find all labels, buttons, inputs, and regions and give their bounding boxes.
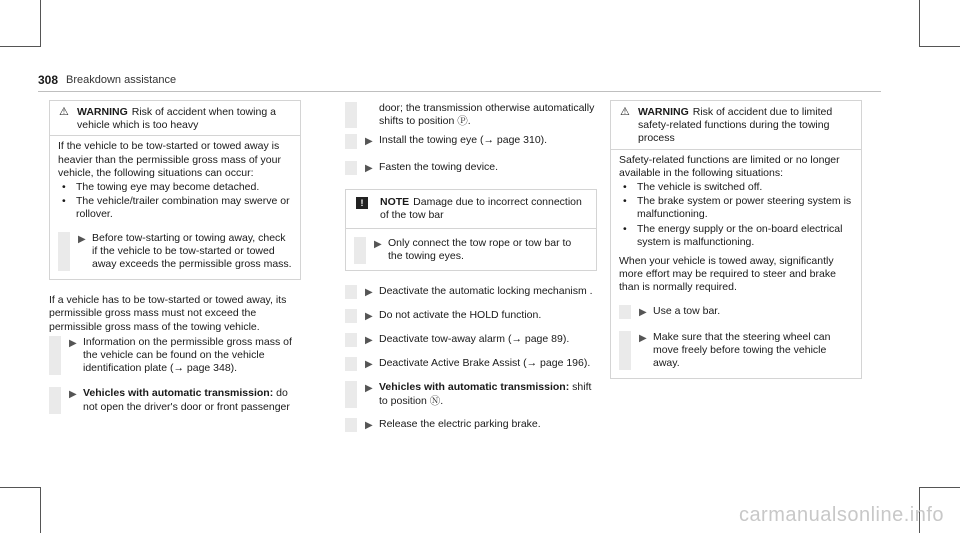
instruction-step [345, 333, 597, 347]
step-bar [345, 309, 357, 323]
step-arrow-icon: ▶ [78, 233, 86, 245]
instruction-step [619, 305, 853, 319]
step-text [83, 387, 301, 413]
note-body [346, 229, 596, 269]
warning-box-limited-safety [610, 100, 862, 379]
step-text: Deactivate tow-away alarm (→ page 89). [379, 333, 570, 346]
instruction-step [345, 309, 597, 323]
bullet-icon: • [62, 181, 66, 194]
instruction-step [345, 134, 597, 148]
list-item [619, 223, 853, 249]
warning-header [611, 101, 861, 149]
note-box [345, 189, 597, 271]
bullet-text: The brake system or power steering system is malfunctioning. [637, 195, 852, 221]
bullet-text: The towing eye may become detached. [76, 181, 260, 194]
step-arrow-icon: ▶ [365, 383, 373, 395]
step-body: shift to position Ⓝ. [379, 381, 592, 407]
step-bar [345, 102, 357, 128]
step-text: Before tow-starting or towing away, check if the vehicle to be tow-started or towed away exceeds the permissible gross mass. [92, 231, 292, 271]
warning-paragraph: When your vehicle is towed away, significantly more effort may be required to steer and brake than is normally required. [619, 255, 836, 294]
warning-body [50, 135, 300, 279]
step-bar [49, 387, 61, 413]
column-left [49, 100, 301, 414]
step-bar [345, 285, 357, 299]
step-arrow-icon: ▶ [639, 332, 647, 344]
note-header [346, 190, 596, 229]
step-arrow-icon: ▶ [365, 286, 373, 298]
instruction-step [619, 331, 853, 371]
header-divider [38, 91, 881, 92]
warning-box-towing-heavy [49, 100, 301, 280]
note-heading [380, 196, 588, 222]
body-paragraph: If a vehicle has to be tow-started or towed away, its permissible gross mass must not exceed the permissible gross mass of the towing vehicle. [49, 294, 287, 333]
instruction-step [49, 336, 301, 376]
step-arrow-icon: ▶ [374, 239, 382, 251]
bullet-text: The energy supply or the on-board electrical system is malfunctioning. [637, 222, 843, 248]
note-label: NOTE [380, 195, 410, 208]
list-item [58, 195, 292, 221]
crop-mark [919, 0, 920, 47]
step-arrow-icon: ▶ [365, 359, 373, 371]
list-item [58, 181, 292, 194]
step-bar [58, 232, 70, 272]
column-middle [345, 100, 597, 432]
warning-triangle-icon: ⚠ [620, 106, 630, 118]
step-text: Only connect the tow rope or tow bar to the towing eyes. [388, 237, 572, 263]
bullet-icon: • [623, 222, 627, 235]
step-body: Information on the permissible gross mass of the vehicle can be found on the vehicle identification plate (→ page 348). [83, 335, 292, 375]
note-title: Damage due to incorrect connection of the tow bar [380, 195, 582, 222]
warning-heading [77, 106, 292, 132]
crop-mark [40, 487, 41, 533]
list-item [619, 195, 853, 221]
step-arrow-icon: ▶ [365, 419, 373, 431]
section-title: Breakdown assistance [66, 74, 177, 86]
step-arrow-icon: ▶ [365, 310, 373, 322]
step-bar [619, 331, 631, 371]
page-number: 308 [38, 73, 59, 87]
bullet-text: The vehicle is switched off. [637, 181, 763, 194]
step-text: Make sure that the steering wheel can move freely before towing the vehicle away. [653, 330, 831, 370]
step-text: Fasten the towing device. [379, 160, 499, 173]
crop-mark [40, 0, 41, 47]
instruction-step [354, 237, 588, 263]
warning-title: Risk of accident when towing a vehicle which is too heavy [77, 106, 276, 132]
step-text: Install the towing eye (→ page 310). [379, 134, 548, 147]
warning-label: WARNING [638, 106, 689, 118]
step-arrow-icon: ▶ [365, 335, 373, 347]
crop-mark [0, 46, 41, 47]
instruction-step [345, 381, 597, 407]
step-bar [345, 161, 357, 175]
instruction-step [58, 232, 292, 272]
warning-header [50, 101, 300, 135]
instruction-step [345, 161, 597, 175]
step-text: Deactivate the automatic locking mechanism . [379, 284, 593, 297]
step-text [379, 381, 597, 407]
instruction-step [49, 387, 301, 413]
warning-label: WARNING [77, 106, 128, 118]
step-text: Release the electric parking brake. [379, 417, 541, 430]
step-text [83, 336, 301, 376]
warning-body [611, 149, 861, 379]
bullet-icon: • [623, 195, 627, 208]
warning-heading [638, 106, 853, 146]
instruction-step [345, 285, 597, 299]
instruction-step [345, 418, 597, 432]
crop-mark [919, 487, 960, 488]
step-bar [619, 305, 631, 319]
note-exclamation-icon: ! [356, 197, 368, 209]
instruction-step [345, 357, 597, 371]
column-right [610, 100, 862, 379]
step-text: door; the transmission otherwise automatically shifts to position Ⓟ. [379, 102, 595, 128]
warning-intro: If the vehicle to be tow-started or towed away is heavier than the permissible gross mass of your vehicle, the following situations can occur: [58, 140, 281, 179]
step-bar [345, 381, 357, 407]
bullet-icon: • [623, 181, 627, 194]
crop-mark [919, 46, 960, 47]
step-arrow-icon: ▶ [69, 337, 77, 349]
warning-title: Risk of accident due to limited safety-related functions during the towing process [638, 106, 833, 145]
bullet-text: The vehicle/trailer combination may swerve or rollover. [76, 195, 290, 221]
step-bar [49, 336, 61, 376]
bullet-icon: • [62, 195, 66, 208]
step-text: Deactivate Active Brake Assist (→ page 196). [379, 357, 591, 370]
step-arrow-icon: ▶ [365, 162, 373, 174]
step-bar [345, 134, 357, 148]
step-text: Use a tow bar. [653, 304, 721, 317]
step-bar [345, 418, 357, 432]
step-condition: Vehicles with automatic transmission: [379, 381, 570, 394]
step-condition: Vehicles with automatic transmission: [83, 387, 274, 400]
step-arrow-icon: ▶ [365, 136, 373, 148]
step-text: Do not activate the HOLD function. [379, 308, 542, 321]
warning-intro: Safety-related functions are limited or no longer available in the following situations: [619, 153, 840, 179]
step-arrow-icon: ▶ [69, 389, 77, 401]
crop-mark [0, 487, 41, 488]
instruction-step-continued [345, 102, 597, 128]
step-arrow-icon: ▶ [639, 306, 647, 318]
warning-triangle-icon: ⚠ [59, 106, 69, 118]
step-body: do not open the driver's door or front passenger [83, 387, 290, 413]
step-bar [345, 357, 357, 371]
list-item [619, 181, 853, 194]
step-bar [354, 237, 366, 263]
watermark: carmanualsonline.info [738, 504, 944, 526]
step-bar [345, 333, 357, 347]
